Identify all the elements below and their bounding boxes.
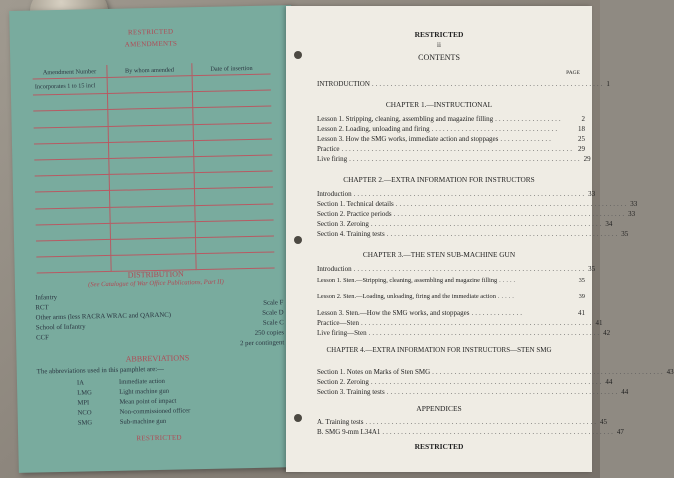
toc-entry: Section 3. Zeroing .............................................................. 34 xyxy=(317,220,613,228)
toc-entry: A. Training tests .............................................................. 45 xyxy=(317,418,607,426)
binding-hole xyxy=(294,414,302,422)
distribution-row: CCF 250 copies xyxy=(35,329,285,342)
table-header: Amendment Number xyxy=(32,65,107,79)
toc-entry: Lesson 3. How the SMG works, immediate action and stoppages .............. 25 xyxy=(317,135,585,143)
toc-entry: B. SMG 9-mm L34A1 .............................................................. 47 xyxy=(317,428,624,436)
toc-entry: Lesson 1. Sten.—Stripping, cleaning, assembling and magazine filling ..... 35 xyxy=(317,277,585,284)
toc-entry: Introduction .............................................................. 35 xyxy=(317,265,596,273)
toc-entry: Section 2. Zeroing .............................................................. 44 xyxy=(317,378,613,386)
toc-entry: Section 2. Practice periods .............................................................. 33 xyxy=(317,210,636,218)
toc-entry: Lesson 3. Sten.—How the SMG works, and stoppages .............. 41 xyxy=(317,309,585,317)
abbreviation-row: MPI Mean point of impact xyxy=(77,397,177,407)
toc-entry: Section 1. Notes on Marks of Sten SMG .............................................................. 43 xyxy=(317,368,674,376)
toc-entry: INTRODUCTION .............................................................. 1 xyxy=(317,80,610,88)
restricted-marking-top-right: RESTRICTED xyxy=(414,30,464,39)
toc-entry: Section 4. Training tests .............................................................. 35 xyxy=(317,230,629,238)
appendices-title: APPENDICES xyxy=(416,404,462,413)
abbreviation-row: IA Immediate action xyxy=(76,377,166,387)
distribution-row: School of Infantry Scale C xyxy=(35,319,284,332)
page-column-label: PAGE xyxy=(566,70,580,76)
toc-entry: Section 3. Training tests .............................................................. 44 xyxy=(317,388,629,396)
right-page xyxy=(286,6,674,472)
abbreviation-row: LMG Light machine gun xyxy=(77,387,170,397)
distribution-row: 2 per contingent xyxy=(239,339,285,348)
chapter-title: CHAPTER 2.—EXTRA INFORMATION FOR INSTRUCTORS xyxy=(343,175,535,184)
toc-entry: Lesson 1. Stripping, cleaning, assembling and magazine filling .................. 2 xyxy=(317,115,585,123)
table-header: Date of insertion xyxy=(192,62,271,76)
table-header: By whom amended xyxy=(107,63,192,77)
amendments-table xyxy=(32,62,274,274)
distribution-title: DISTRIBUTION xyxy=(127,269,184,280)
restricted-marking-bottom-left: RESTRICTED xyxy=(136,433,182,443)
toc-entry: Practice .............................................................. 29 xyxy=(317,145,585,153)
distribution-row: Infantry xyxy=(35,294,58,302)
chapter-title: CHAPTER 3.—THE STEN SUB-MACHINE GUN xyxy=(362,250,516,259)
toc-entry: Section 1. Technical details .............................................................. 33 xyxy=(317,200,638,208)
page-number: ii xyxy=(437,41,441,49)
toc-entry: Lesson 2. Loading, unloading and firing .................................. 18 xyxy=(317,125,585,133)
chapter-title: CHAPTER 1.—INSTRUCTIONAL xyxy=(385,100,493,109)
abbreviation-row: SMG Sub-machine gun xyxy=(77,417,167,427)
binding-hole xyxy=(294,236,302,244)
contents-title: CONTENTS xyxy=(418,53,460,62)
abbreviations-title: ABBREVIATIONS xyxy=(125,353,190,364)
toc-entry: Live firing—Sten .............................................................. 42 xyxy=(317,329,611,337)
toc-entry: Practice—Sten .............................................................. 41 xyxy=(317,319,603,327)
distribution-subtitle: (See Catalogue of War Office Publications, Part II) xyxy=(88,278,224,289)
restricted-marking-bottom-right: RESTRICTED xyxy=(414,442,464,451)
distribution-row: Other arms (less RACRA WRAC and QARANC) Scale D xyxy=(35,309,284,322)
amendments-title: AMENDMENTS xyxy=(124,39,178,49)
amendment-entry: Incorporates 1 to 15 incl xyxy=(33,77,108,95)
distribution-row: RCT Scale F xyxy=(35,299,284,312)
toc-entry: Introduction .............................................................. 33 xyxy=(317,190,596,198)
abbreviation-row: NCO Non-commissioned officer xyxy=(77,407,191,417)
abbreviations-intro: The abbreviations used in this pamphlet are:— xyxy=(36,365,165,376)
restricted-marking-top-left: RESTRICTED xyxy=(127,27,174,37)
toc-entry: Live firing .............................................................. 29 xyxy=(317,155,591,163)
toc-entry: Lesson 2. Sten.—Loading, unloading, firing and the immediate action ..... 39 xyxy=(317,293,585,300)
left-page xyxy=(9,5,301,473)
chapter-title: CHAPTER 4.—EXTRA INFORMATION FOR INSTRUCTORS—STEN SMG xyxy=(326,346,552,354)
